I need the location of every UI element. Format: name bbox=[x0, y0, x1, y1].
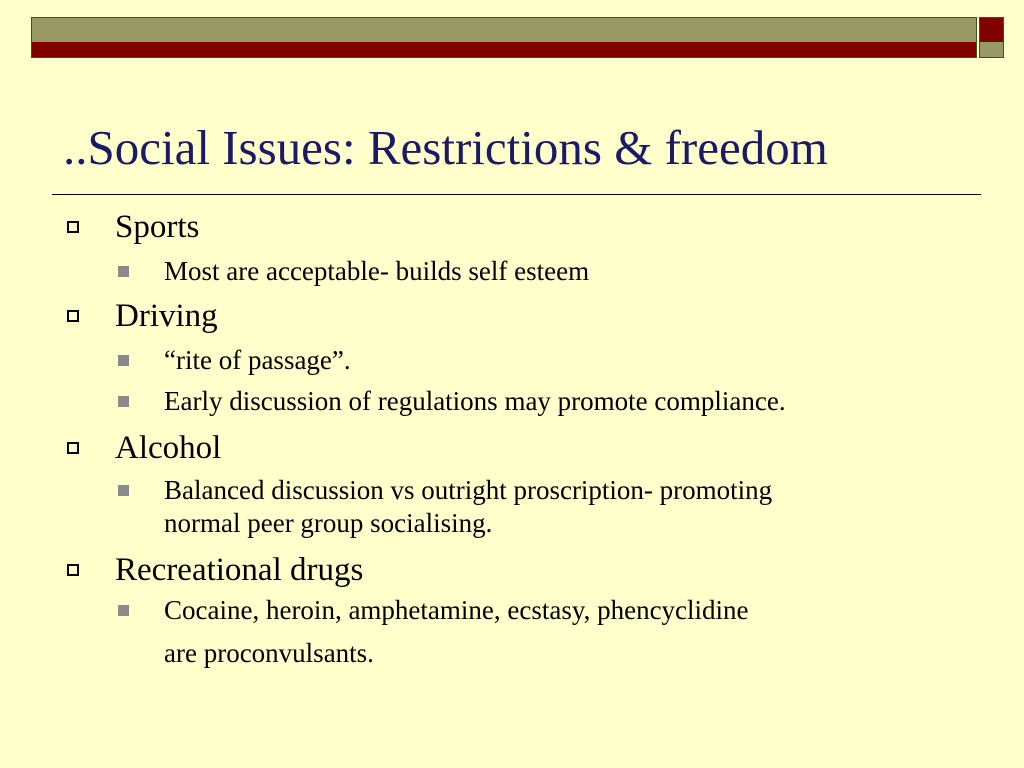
bullet-alcohol: Alcohol bbox=[115, 430, 222, 466]
bullet-recreational-drugs: Recreational drugs bbox=[115, 552, 364, 588]
filled-square-bullet-icon bbox=[118, 355, 129, 366]
bullet-driving: Driving bbox=[115, 298, 218, 334]
filled-square-bullet-icon bbox=[118, 485, 129, 496]
hollow-square-bullet-icon bbox=[67, 310, 79, 322]
filled-square-bullet-icon bbox=[118, 266, 129, 277]
sub-bullet-drugs-1-line1: Cocaine, heroin, amphetamine, ecstasy, phencyclidine bbox=[164, 595, 749, 625]
filled-square-bullet-icon bbox=[118, 605, 129, 616]
slide-title: ..Social Issues: Restrictions & freedom bbox=[63, 120, 828, 175]
hollow-square-bullet-icon bbox=[67, 442, 79, 454]
sub-bullet-driving-2: Early discussion of regulations may promote compliance. bbox=[164, 386, 786, 416]
sub-bullet-sports-1: Most are acceptable- builds self esteem bbox=[164, 256, 590, 286]
sub-bullet-drugs-1-line2: are proconvulsants. bbox=[164, 638, 374, 668]
sub-bullet-driving-1: “rite of passage”. bbox=[164, 345, 351, 375]
filled-square-bullet-icon bbox=[118, 396, 129, 407]
sub-bullet-alcohol-1-line2: normal peer group socialising. bbox=[164, 508, 493, 538]
hollow-square-bullet-icon bbox=[67, 564, 79, 576]
bullet-sports: Sports bbox=[115, 209, 200, 245]
sub-bullet-alcohol-1-line1: Balanced discussion vs outright proscription- promoting bbox=[164, 475, 773, 505]
hollow-square-bullet-icon bbox=[67, 221, 79, 233]
